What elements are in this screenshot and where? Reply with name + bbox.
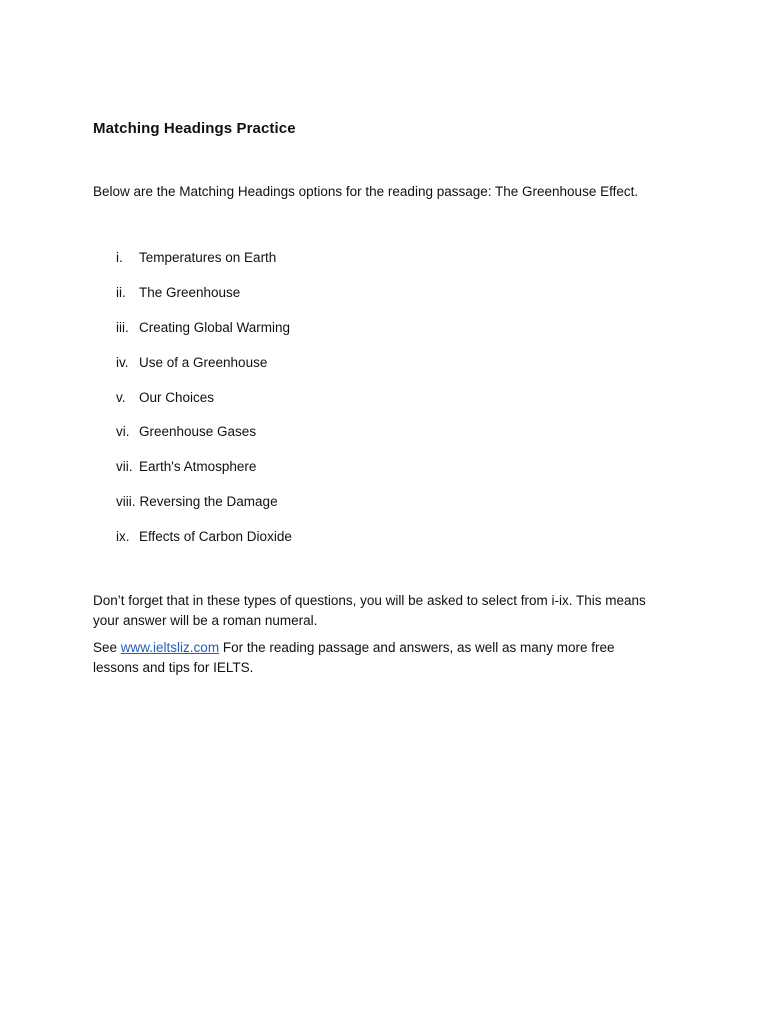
headings-list [116, 249, 292, 563]
list-item-numeral: ii. [116, 284, 126, 300]
list-item-numeral: vii. [116, 459, 133, 475]
list-item-text: Creating Global Warming [139, 319, 291, 335]
list-item-text: Effects of Carbon Dioxide [139, 529, 292, 545]
list-item-text: Greenhouse Gases [139, 424, 257, 440]
list-item [116, 458, 292, 493]
list-item-numeral: vi. [116, 424, 130, 440]
list-item [116, 354, 292, 389]
list-item [116, 319, 292, 354]
see-suffix: For the reading passage and answers, as well as many more free lessons and tips for IELTS. [93, 640, 615, 675]
see-prefix: See [93, 640, 118, 655]
list-item-numeral: ix. [116, 529, 130, 545]
list-item-text: The Greenhouse [139, 284, 241, 300]
list-item [116, 249, 292, 284]
list-item-text: Use of a Greenhouse [139, 354, 268, 370]
list-item [116, 423, 292, 458]
list-item-text: Our Choices [139, 389, 215, 405]
website-link[interactable]: www.ieltsliz.com [120, 640, 220, 655]
notes-section [93, 591, 653, 685]
page-title: Matching Headings Practice [93, 120, 296, 137]
list-item [116, 284, 292, 319]
list-item-text: Earth's Atmosphere [139, 459, 257, 475]
list-item-numeral: v. [116, 389, 126, 405]
list-item-numeral: i. [116, 250, 123, 265]
list-item [116, 389, 292, 424]
instruction-paragraph: Don’t forget that in these types of questions, you will be asked to select from i-ix. This means your answer will be a roman numeral. [93, 593, 646, 628]
list-item-numeral: iii. [116, 319, 129, 335]
list-item-numeral: iv. [116, 354, 129, 370]
list-item-text: Reversing the Damage [139, 494, 278, 510]
list-item-text: Temperatures on Earth [139, 250, 277, 265]
see-paragraph [93, 638, 653, 678]
intro-paragraph: Below are the Matching Headings options for the reading passage: The Greenhouse Effect. [93, 184, 639, 199]
list-item [116, 528, 292, 563]
list-item-numeral: viii. [116, 494, 136, 510]
list-item [116, 493, 292, 528]
